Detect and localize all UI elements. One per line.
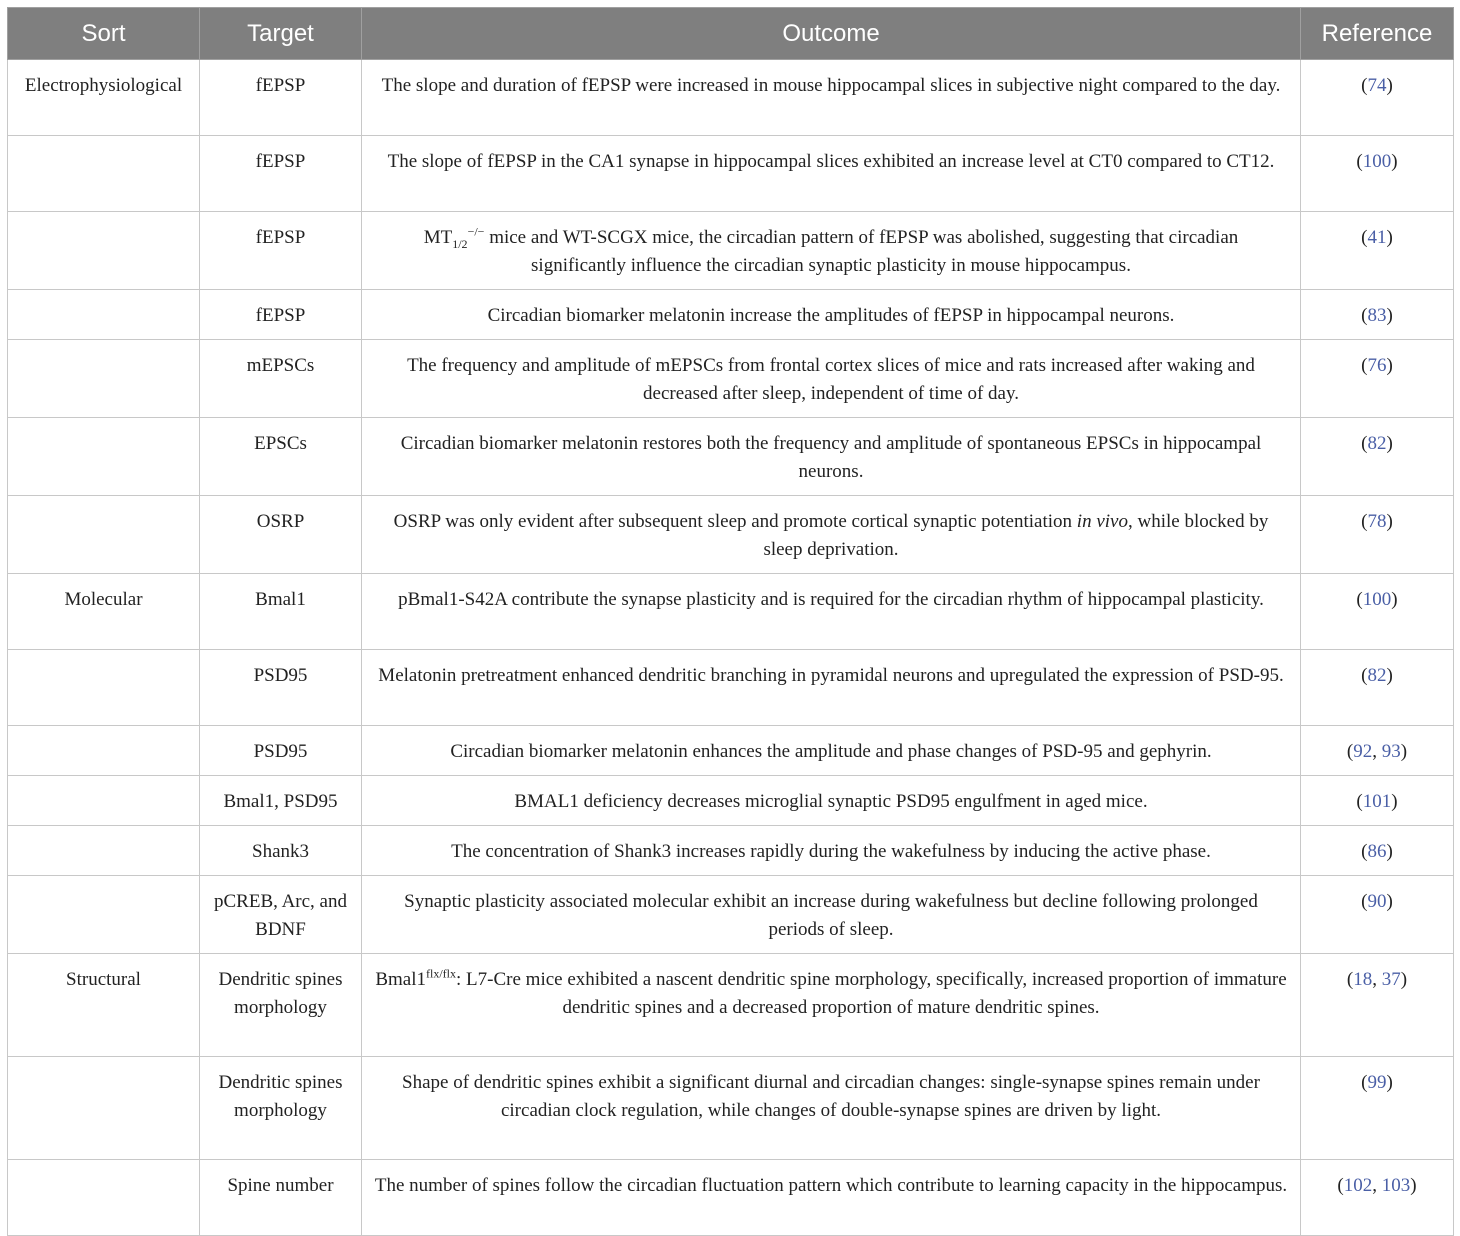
reference-link[interactable]: 93 — [1381, 741, 1401, 762]
reference-link[interactable]: 82 — [1367, 433, 1387, 454]
sort-cell — [8, 290, 200, 340]
target-cell: fEPSP — [200, 290, 362, 340]
reference-cell: (102, 103) — [1301, 1160, 1454, 1236]
outcome-cell — [362, 212, 1301, 290]
outcome-cell: Melatonin pretreatment enhanced dendritic branching in pyramidal neurons and upregulated the expression of PSD-95. — [362, 650, 1301, 726]
reference-link[interactable]: 92 — [1353, 741, 1373, 762]
header-reference: Reference — [1301, 8, 1454, 60]
outcome-italic: in vivo — [1076, 511, 1128, 532]
table-header — [8, 8, 1454, 60]
sort-cell — [8, 1057, 200, 1160]
target-cell: PSD95 — [200, 650, 362, 726]
target-cell: Dendritic spines morphology — [200, 1057, 362, 1160]
reference-link[interactable]: 78 — [1367, 511, 1387, 532]
target-cell: Shank3 — [200, 826, 362, 876]
table-row — [8, 650, 1454, 726]
table-row — [8, 776, 1454, 826]
outcome-text: OSRP was only evident after subsequent sleep and promote cortical synaptic potentiation — [393, 511, 1077, 532]
sort-cell — [8, 726, 200, 776]
sort-cell — [8, 876, 200, 954]
sort-cell: Structural — [8, 954, 200, 1057]
sort-cell — [8, 826, 200, 876]
reference-cell: (74) — [1301, 60, 1454, 136]
table-row — [8, 418, 1454, 496]
outcome-cell: The concentration of Shank3 increases rapidly during the wakefulness by inducing the active phase. — [362, 826, 1301, 876]
reference-cell: (92, 93) — [1301, 726, 1454, 776]
outcome-cell: pBmal1-S42A contribute the synapse plasticity and is required for the circadian rhythm of hippocampal plasticity. — [362, 574, 1301, 650]
target-cell: OSRP — [200, 496, 362, 574]
header-target: Target — [200, 8, 362, 60]
table-row — [8, 954, 1454, 1057]
outcome-cell: Circadian biomarker melatonin enhances the amplitude and phase changes of PSD-95 and gephyrin. — [362, 726, 1301, 776]
table-row — [8, 876, 1454, 954]
reference-cell: (90) — [1301, 876, 1454, 954]
reference-link[interactable]: 100 — [1362, 589, 1392, 610]
table-row — [8, 60, 1454, 136]
table-row — [8, 826, 1454, 876]
target-cell: mEPSCs — [200, 340, 362, 418]
reference-link[interactable]: 86 — [1367, 841, 1387, 862]
table-row — [8, 212, 1454, 290]
table-row — [8, 726, 1454, 776]
sort-cell: Molecular — [8, 574, 200, 650]
target-cell: Bmal1 — [200, 574, 362, 650]
outcome-superscript: −/− — [467, 224, 485, 239]
header-row — [8, 8, 1454, 60]
outcome-cell: The frequency and amplitude of mEPSCs from frontal cortex slices of mice and rats increased after waking and decreased after sleep, independent of time of day. — [362, 340, 1301, 418]
target-cell: pCREB, Arc, and BDNF — [200, 876, 362, 954]
table-row — [8, 496, 1454, 574]
reference-cell: (78) — [1301, 496, 1454, 574]
reference-link[interactable]: 102 — [1343, 1175, 1373, 1196]
data-table — [7, 7, 1454, 1236]
reference-link[interactable]: 83 — [1367, 305, 1387, 326]
reference-link[interactable]: 82 — [1367, 665, 1387, 686]
target-cell: Dendritic spines morphology — [200, 954, 362, 1057]
sort-cell: Electrophysiological — [8, 60, 200, 136]
outcome-cell: Shape of dendritic spines exhibit a significant diurnal and circadian changes: single-synapse spines remain under circadian clock regulation, while changes of double-synapse spines are driven by light. — [362, 1057, 1301, 1160]
sort-cell — [8, 776, 200, 826]
outcome-text: : L7-Cre mice exhibited a nascent dendritic spine morphology, specifically, increased proportion of immature dendritic spines and a decreased proportion of mature dendritic spines. — [456, 969, 1287, 1018]
reference-cell: (76) — [1301, 340, 1454, 418]
sort-cell — [8, 212, 200, 290]
reference-link[interactable]: 100 — [1362, 151, 1392, 172]
reference-link[interactable]: 37 — [1381, 969, 1401, 990]
outcome-text: MT — [423, 227, 453, 248]
reference-cell: (86) — [1301, 826, 1454, 876]
sort-cell — [8, 340, 200, 418]
target-cell: PSD95 — [200, 726, 362, 776]
outcome-text: , while blocked by sleep deprivation. — [763, 511, 1269, 560]
sort-cell — [8, 496, 200, 574]
target-cell: Bmal1, PSD95 — [200, 776, 362, 826]
outcome-cell: BMAL1 deficiency decreases microglial synaptic PSD95 engulfment in aged mice. — [362, 776, 1301, 826]
reference-link[interactable]: 41 — [1367, 227, 1387, 248]
reference-link[interactable]: 76 — [1367, 355, 1387, 376]
header-sort: Sort — [8, 8, 200, 60]
header-outcome: Outcome — [362, 8, 1301, 60]
reference-cell: (82) — [1301, 650, 1454, 726]
table-row — [8, 340, 1454, 418]
reference-link[interactable]: 74 — [1367, 75, 1387, 96]
sort-cell — [8, 418, 200, 496]
table-row — [8, 1160, 1454, 1236]
target-cell: Spine number — [200, 1160, 362, 1236]
reference-link[interactable]: 99 — [1367, 1072, 1387, 1093]
outcome-cell: The number of spines follow the circadian fluctuation pattern which contribute to learning capacity in the hippocampus. — [362, 1160, 1301, 1236]
sort-cell — [8, 136, 200, 212]
outcome-cell: Circadian biomarker melatonin increase the amplitudes of fEPSP in hippocampal neurons. — [362, 290, 1301, 340]
reference-link[interactable]: 18 — [1353, 969, 1373, 990]
outcome-text: mice and WT-SCGX mice, the circadian pattern of fEPSP was abolished, suggesting that circadian significantly influence the circadian synaptic plasticity in mouse hippocampus. — [484, 227, 1239, 276]
reference-cell: (18, 37) — [1301, 954, 1454, 1057]
target-cell: EPSCs — [200, 418, 362, 496]
table-row — [8, 290, 1454, 340]
reference-cell: (100) — [1301, 574, 1454, 650]
target-cell: fEPSP — [200, 212, 362, 290]
outcome-cell — [362, 496, 1301, 574]
table-row — [8, 1057, 1454, 1160]
reference-link[interactable]: 90 — [1367, 891, 1387, 912]
outcome-cell: The slope of fEPSP in the CA1 synapse in hippocampal slices exhibited an increase level at CT0 compared to CT12. — [362, 136, 1301, 212]
outcome-cell: The slope and duration of fEPSP were increased in mouse hippocampal slices in subjective night compared to the day. — [362, 60, 1301, 136]
reference-cell: (41) — [1301, 212, 1454, 290]
outcome-text: Bmal1 — [375, 969, 427, 990]
table-row — [8, 574, 1454, 650]
target-cell: fEPSP — [200, 60, 362, 136]
outcome-superscript: flx/flx — [426, 966, 457, 981]
outcome-cell — [362, 954, 1301, 1057]
reference-cell: (83) — [1301, 290, 1454, 340]
reference-cell: (82) — [1301, 418, 1454, 496]
outcome-cell: Synaptic plasticity associated molecular exhibit an increase during wakefulness but decline following prolonged periods of sleep. — [362, 876, 1301, 954]
reference-cell: (100) — [1301, 136, 1454, 212]
outcome-subscript: 1/2 — [452, 236, 468, 251]
reference-cell: (101) — [1301, 776, 1454, 826]
sort-cell — [8, 650, 200, 726]
reference-link[interactable]: 103 — [1381, 1175, 1411, 1196]
reference-link[interactable]: 101 — [1362, 791, 1392, 812]
target-cell: fEPSP — [200, 136, 362, 212]
outcome-cell: Circadian biomarker melatonin restores both the frequency and amplitude of spontaneous EPSCs in hippocampal neurons. — [362, 418, 1301, 496]
table-row — [8, 136, 1454, 212]
sort-cell — [8, 1160, 200, 1236]
table-body — [8, 60, 1454, 1236]
reference-cell: (99) — [1301, 1057, 1454, 1160]
